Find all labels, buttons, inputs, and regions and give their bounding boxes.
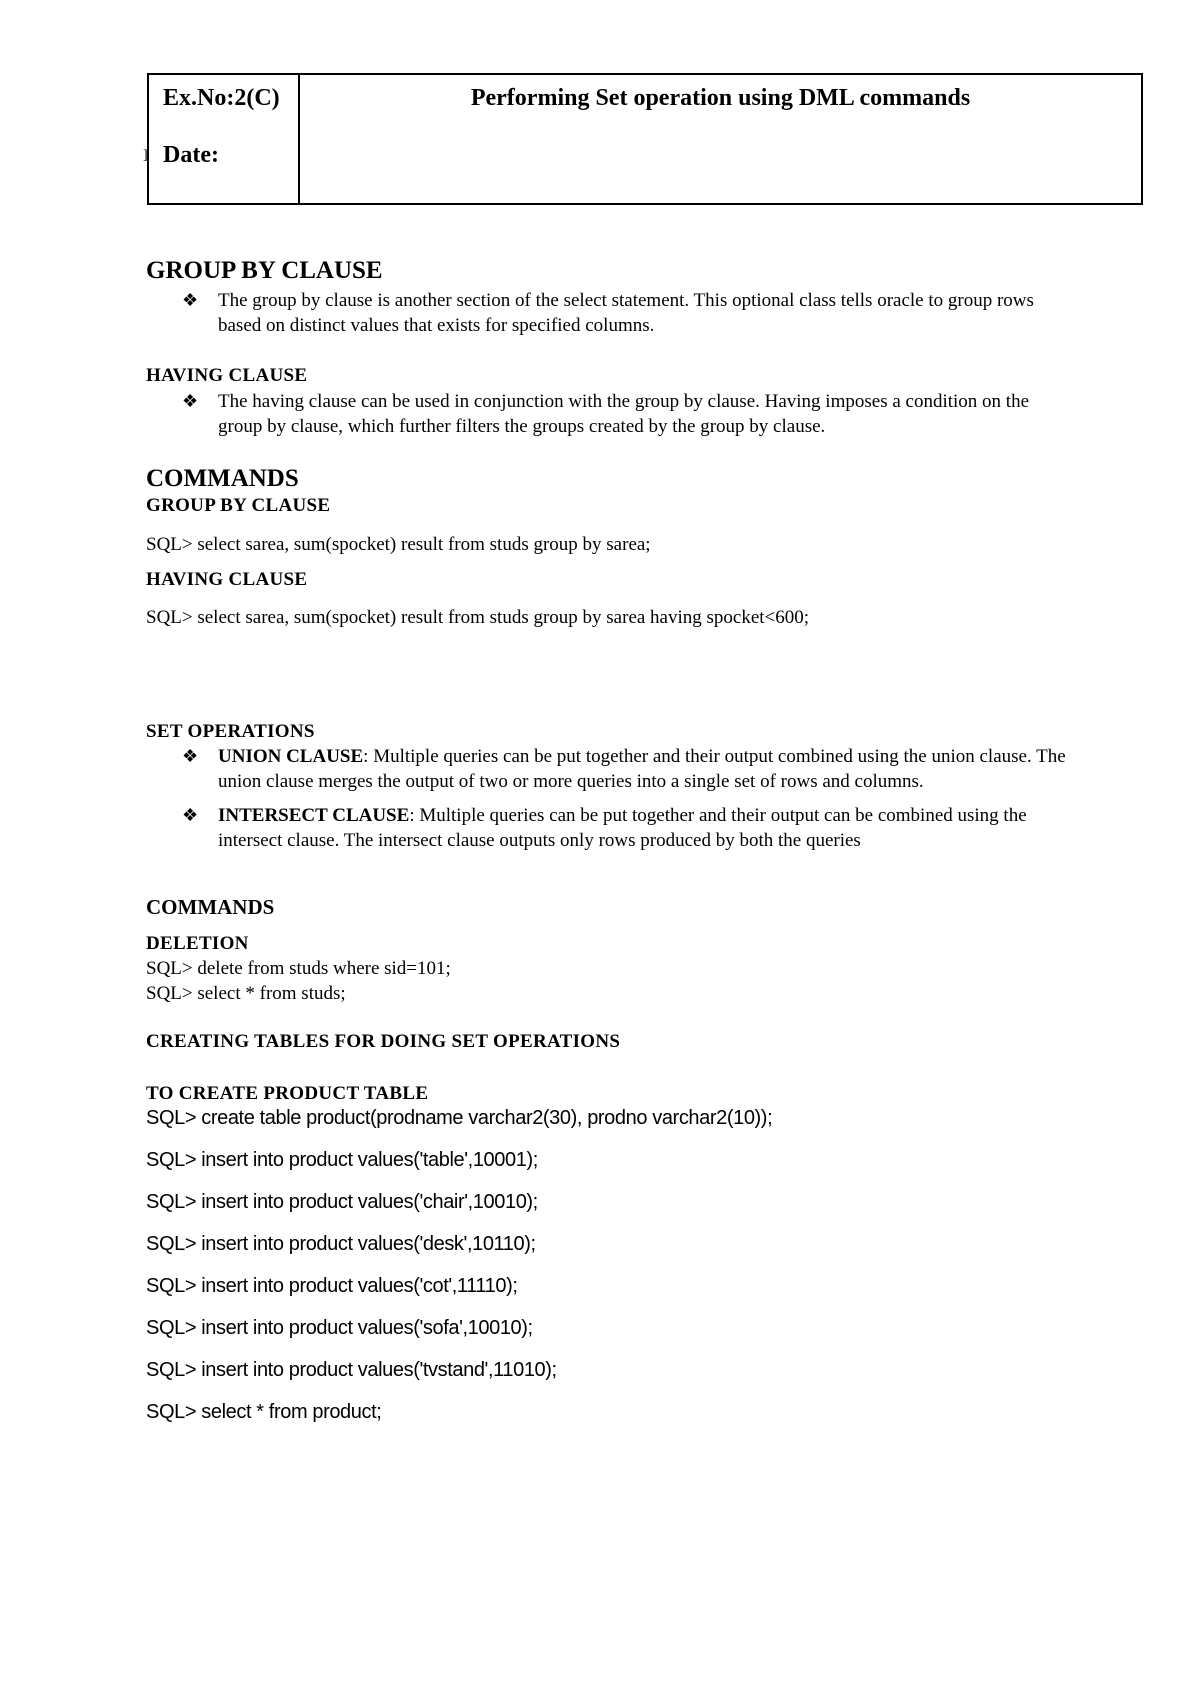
set-operations-heading: SET OPERATIONS: [146, 721, 315, 742]
commands-2-heading: COMMANDS: [146, 895, 275, 919]
product-sql-line-3: SQL> insert into product values('chair',10010);: [146, 1191, 538, 1213]
product-sql-line-5: SQL> insert into product values('cot',11110);: [146, 1275, 518, 1297]
deletion-heading: DELETION: [146, 933, 249, 954]
having-text: The having clause can be used in conjunction with the group by clause. Having imposes a condition on the group by clause, which further filters the groups created by the group by clause.: [218, 391, 1029, 437]
having-bullet: [146, 389, 1066, 439]
group-by-sql: SQL> select sarea, sum(spocket) result from studs group by sarea;: [146, 534, 651, 555]
date-label: Date:: [163, 142, 219, 168]
having-sql: SQL> select sarea, sum(spocket) result from studs group by sarea having spocket<600;: [146, 607, 810, 628]
union-text: : Multiple queries can be put together and their output combined using the union clause. The union clause merges the output of two or more queries into a single set of rows and columns.: [218, 746, 1066, 792]
group-by-bullet: [146, 288, 1066, 338]
group-by-heading: GROUP BY CLAUSE: [146, 257, 383, 284]
deletion-line-2: SQL> select * from studs;: [146, 983, 346, 1004]
diamond-bullet-icon: ❖: [182, 290, 199, 310]
page-title: Performing Set operation using DML commands: [470, 85, 971, 111]
commands-heading: COMMANDS: [146, 465, 299, 492]
union-label: UNION CLAUSE: [218, 746, 364, 767]
creating-tables-heading: CREATING TABLES FOR DOING SET OPERATIONS: [146, 1031, 621, 1052]
intersect-bullet: [146, 803, 1066, 853]
group-by-command-heading: GROUP BY CLAUSE: [146, 495, 331, 516]
main-content: [146, 256, 1066, 1424]
diamond-bullet-icon: ❖: [182, 805, 199, 825]
exercise-number: Ex.No:2(C): [163, 85, 280, 111]
product-sql-line-8: SQL> select * from product;: [146, 1401, 382, 1423]
product-table-heading: TO CREATE PRODUCT TABLE: [146, 1083, 429, 1104]
having-heading: HAVING CLAUSE: [146, 365, 308, 386]
having-command-heading: HAVING CLAUSE: [146, 569, 308, 590]
deletion-line-1: SQL> delete from studs where sid=101;: [146, 958, 451, 979]
product-sql-line-4: SQL> insert into product values('desk',10110);: [146, 1233, 536, 1255]
product-sql-line-1: SQL> create table product(prodname varchar2(30), prodno varchar2(10));: [146, 1107, 773, 1129]
product-sql-line-7: SQL> insert into product values('tvstand',11010);: [146, 1359, 557, 1381]
intersect-label: INTERSECT CLAUSE: [218, 805, 410, 826]
diamond-bullet-icon: ❖: [182, 746, 199, 766]
header-left-cell: [149, 75, 300, 203]
header-table: [147, 73, 1143, 205]
stray-mark: ]: [143, 148, 148, 163]
union-bullet: [146, 744, 1066, 794]
header-right-cell: [300, 75, 1141, 203]
intersect-text: : Multiple queries can be put together and their output can be combined using the intersect clause. The intersect clause outputs only rows produced by both the queries: [218, 805, 1027, 851]
diamond-bullet-icon: ❖: [182, 391, 199, 411]
group-by-text: The group by clause is another section of the select statement. This optional class tells oracle to group rows based on distinct values that exists for specified columns.: [218, 290, 1034, 336]
product-sql-line-2: SQL> insert into product values('table',10001);: [146, 1149, 538, 1171]
product-sql-line-6: SQL> insert into product values('sofa',10010);: [146, 1317, 533, 1339]
